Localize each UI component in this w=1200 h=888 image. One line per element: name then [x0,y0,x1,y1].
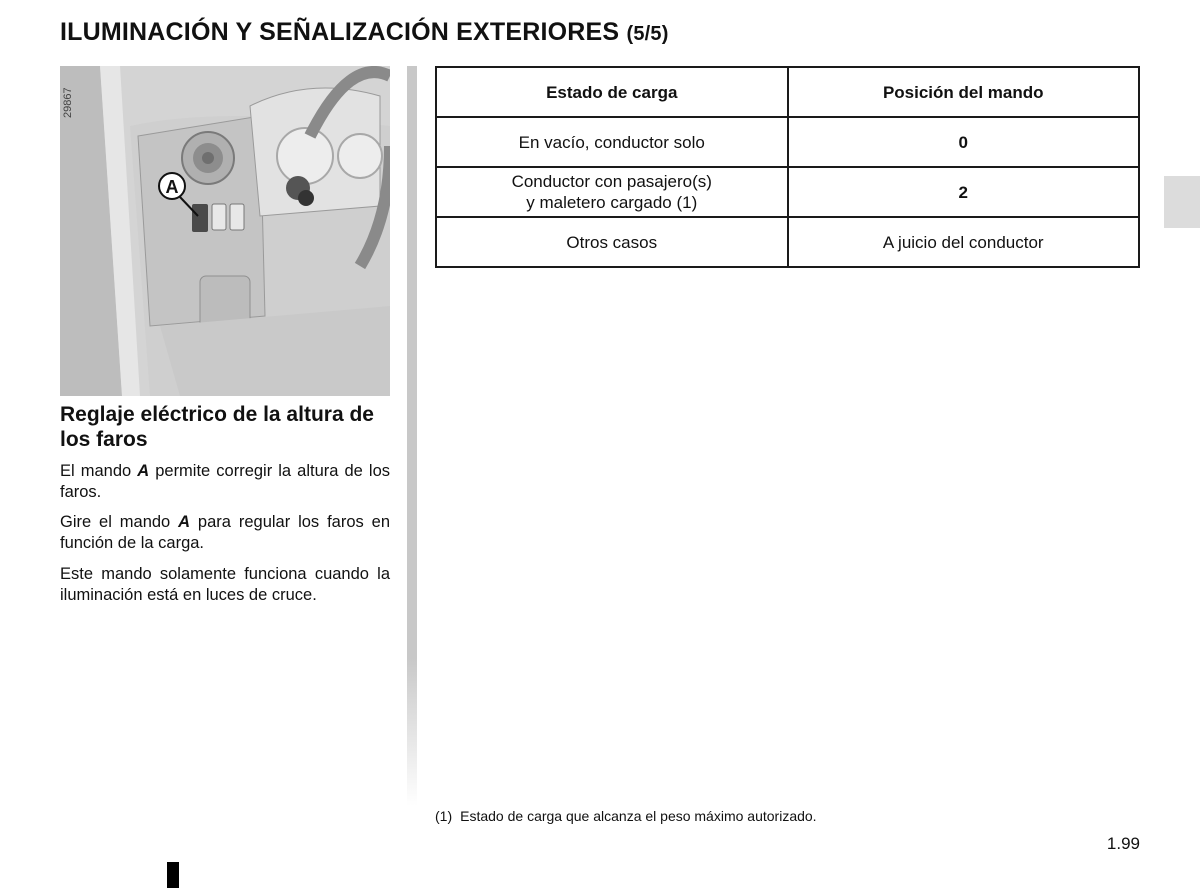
footnote [435,808,817,824]
table-cell-state: Otros casos [436,217,788,267]
crop-mark [167,862,179,888]
footnote-text: Estado de carga que alcanza el peso máximo autorizado. [460,808,817,824]
table-header-position: Posición del mando [788,67,1140,117]
paragraph-1-before: El mando [60,462,138,480]
callout-label: A [165,177,179,197]
paragraph-3-text: Este mando solamente funciona cuando la iluminación está en luces de cruce. [60,565,390,604]
title-text: ILUMINACIÓN Y SEÑALIZACIÓN EXTERIORES [60,18,620,46]
table-header-row [436,67,1139,117]
paragraph-1 [60,461,390,503]
paragraph-2-before: Gire el mando [60,513,179,531]
table-row [436,217,1139,267]
table-row [436,167,1139,217]
table-cell-state: En vacío, conductor solo [436,117,788,167]
paragraph-2-emph: A [178,513,191,531]
page-range: (5/5) [626,23,669,45]
table-cell-state-line-1: Conductor con pasajero(s) [511,172,712,191]
table-header-state: Estado de carga [436,67,788,117]
table-row [436,117,1139,167]
table-cell-position: A juicio del conductor [788,217,1140,267]
footnote-ref: (1) [435,808,453,824]
paragraph-1-after: permite corregir la altura de los faros. [60,462,390,501]
section-heading: Reglaje eléctrico de la altura de los faros [60,403,374,451]
paragraph-2 [60,512,390,554]
paragraph-2-after: para regular los faros en función de la carga. [60,513,390,552]
page-title [60,18,669,47]
table-cell-state-line-2: y maletero cargado (1) [526,193,698,212]
column-divider [407,66,417,806]
load-table [435,66,1140,268]
paragraph-1-emph: A [137,462,150,480]
figure-code: 29867 [62,87,74,118]
section-tab [1164,176,1200,228]
table-cell-position: 0 [788,117,1140,167]
paragraph-3 [60,564,390,606]
table-cell-position: 2 [788,167,1140,217]
page-number: 1.99 [1106,834,1140,853]
dashboard-photo [60,66,390,396]
table-cell-state [436,167,788,217]
dashboard-headlight-switch-illustration [60,66,390,396]
